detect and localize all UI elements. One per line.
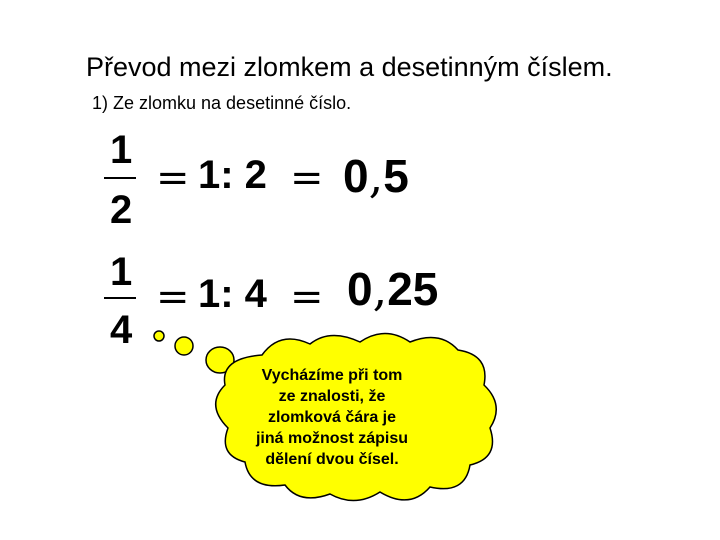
thought-dot	[175, 337, 193, 355]
decimal-fraction-part: 25	[387, 263, 439, 315]
bubble-line: ze znalosti, že	[278, 388, 386, 405]
equals-sign: =	[290, 155, 324, 201]
decimal-comma: ,	[372, 262, 388, 316]
bubble-line: Vycházíme při tom	[261, 367, 403, 384]
fraction-denominator: 2	[110, 188, 133, 232]
decimal-integer-part: 0	[343, 150, 369, 202]
bubble-line: dělení dvou čísel.	[265, 451, 399, 468]
equals-sign: =	[156, 155, 190, 201]
bubble-line: jiná možnost zápisu	[255, 430, 408, 447]
section-heading: 1) Ze zlomku na desetinné číslo.	[92, 93, 352, 113]
bubble-line: zlomková čára je	[267, 409, 397, 426]
decimal-integer-part: 0	[347, 263, 373, 315]
fraction-denominator: 4	[110, 308, 133, 352]
page-title: Převod mezi zlomkem a desetinným číslem.	[86, 52, 613, 82]
decimal-comma: ,	[368, 149, 384, 203]
ratio-expression: 1: 4	[198, 272, 267, 316]
thought-dot	[154, 331, 164, 341]
equals-sign: =	[156, 274, 190, 320]
ratio-expression: 1: 2	[198, 153, 267, 197]
fraction-numerator: 1	[110, 250, 133, 294]
fraction-numerator: 1	[110, 128, 133, 172]
decimal-fraction-part: 5	[383, 150, 409, 202]
thought-bubble-text	[252, 365, 412, 470]
equals-sign: =	[290, 274, 324, 320]
